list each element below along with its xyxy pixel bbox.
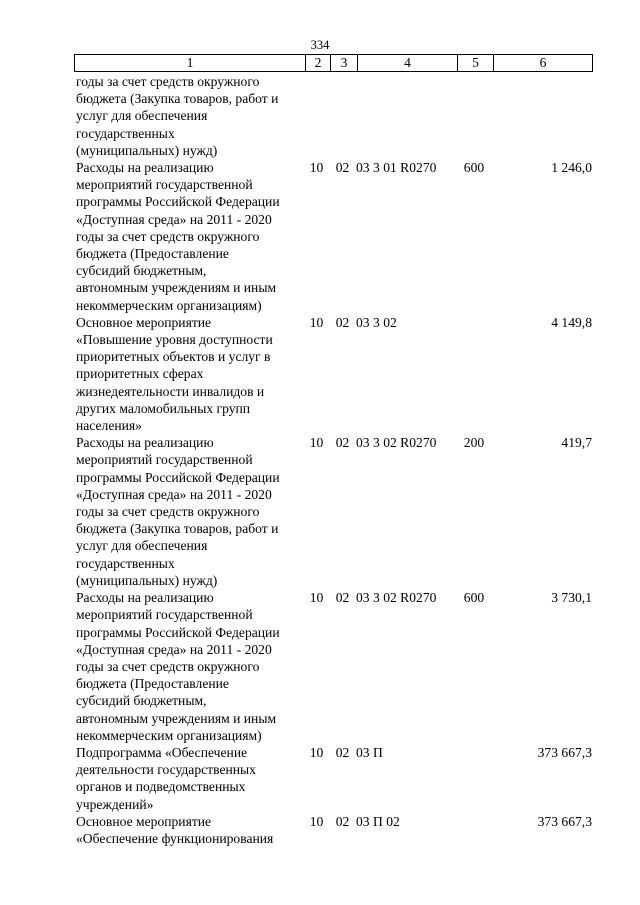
- description-line: жизнедеятельности инвалидов и: [76, 383, 265, 399]
- target-article-code: 03 П 02: [356, 813, 400, 829]
- section-code: 10: [309, 744, 324, 760]
- description-line: годы за счет средств окружного: [76, 228, 260, 244]
- target-article-code: 03 3 02: [356, 314, 397, 330]
- table-row: [74, 159, 593, 314]
- section-code: 10: [309, 813, 324, 829]
- description-line: бюджета (Предоставление: [76, 246, 229, 262]
- description-line: Подпрограмма «Обеспечение: [76, 744, 248, 760]
- expense-type-code: 200: [463, 435, 485, 451]
- description-line: услуг для обеспечения: [76, 108, 208, 124]
- row-description: [74, 589, 304, 744]
- table-body: [74, 73, 593, 847]
- amount: 419,7: [561, 435, 592, 451]
- subsection-code: 02: [335, 813, 350, 829]
- description-line: некоммерческим организациям): [76, 297, 262, 313]
- header-col-4: 4: [357, 55, 457, 71]
- subsection-code: 02: [335, 590, 350, 606]
- row-description: [74, 813, 304, 847]
- header-col-5: 5: [457, 55, 493, 71]
- target-article-code: 03 П: [356, 744, 383, 760]
- header-col-1: 1: [186, 55, 194, 70]
- description-line: некоммерческим организациям): [76, 727, 262, 743]
- target-article-code: 03 3 02 R0270: [356, 590, 437, 606]
- description-line: мероприятий государственной: [76, 607, 253, 623]
- description-line: Расходы на реализацию: [76, 160, 214, 176]
- description-line: программы Российской Федерации: [76, 469, 280, 485]
- subsection-code: 02: [335, 314, 350, 330]
- amount: 4 149,8: [551, 314, 592, 330]
- row-description: [74, 744, 304, 813]
- expense-type-code: 600: [463, 590, 485, 606]
- section-code: 10: [309, 590, 324, 606]
- description-line: услуг для обеспечения: [76, 538, 208, 554]
- page-number: 334: [310, 38, 330, 52]
- description-line: программы Российской Федерации: [76, 624, 280, 640]
- description-line: учреждений»: [76, 796, 154, 812]
- description-line: «Обеспечение функционирования: [76, 830, 274, 846]
- description-line: Расходы на реализацию: [76, 435, 214, 451]
- amount: 1 246,0: [551, 160, 592, 176]
- description-line: автономным учреждениям и иным: [76, 710, 277, 726]
- description-line: государственных: [76, 125, 175, 141]
- description-line: государственных: [76, 555, 175, 571]
- description-line: приоритетных объектов и услуг в: [76, 349, 271, 365]
- table-row: [74, 73, 593, 159]
- description-line: бюджета (Предоставление: [76, 676, 229, 692]
- header-col-6: 6: [493, 55, 592, 71]
- description-line: годы за счет средств окружного: [76, 504, 260, 520]
- description-line: других маломобильных групп: [76, 400, 251, 416]
- description-line: субсидий бюджетным,: [76, 263, 207, 279]
- table-row: [74, 589, 593, 744]
- target-article-code: 03 3 01 R0270: [356, 160, 437, 176]
- description-line: мероприятий государственной: [76, 452, 253, 468]
- description-line: субсидий бюджетным,: [76, 693, 207, 709]
- table-row: [74, 744, 593, 813]
- description-line: деятельности государственных: [76, 762, 256, 778]
- description-line: программы Российской Федерации: [76, 194, 280, 210]
- table-row: [74, 434, 593, 589]
- description-line: «Доступная среда» на 2011 - 2020: [76, 486, 272, 502]
- target-article-code: 03 3 02 R0270: [356, 435, 437, 451]
- row-description: [74, 434, 304, 589]
- description-line: (муниципальных) нужд): [76, 572, 218, 588]
- table-row: [74, 314, 593, 434]
- description-line: годы за счет средств окружного: [76, 74, 260, 89]
- amount: 3 730,1: [551, 590, 592, 606]
- description-line: «Повышение уровня доступности: [76, 332, 273, 348]
- description-line: автономным учреждениям и иным: [76, 280, 277, 296]
- description-line: бюджета (Закупка товаров, работ и: [76, 91, 279, 107]
- description-line: «Доступная среда» на 2011 - 2020: [76, 211, 272, 227]
- row-description: [74, 314, 304, 434]
- description-line: мероприятий государственной: [76, 177, 253, 193]
- description-line: Основное мероприятие: [76, 813, 212, 829]
- header-col-3: 3: [330, 55, 357, 71]
- section-code: 10: [309, 314, 324, 330]
- description-line: «Доступная среда» на 2011 - 2020: [76, 641, 272, 657]
- description-line: органов и подведомственных: [76, 779, 246, 795]
- section-code: 10: [309, 160, 324, 176]
- row-description: [74, 159, 304, 314]
- subsection-code: 02: [335, 435, 350, 451]
- amount: 373 667,3: [537, 813, 592, 829]
- expense-type-code: 600: [463, 160, 485, 176]
- amount: 373 667,3: [537, 744, 592, 760]
- description-line: годы за счет средств окружного: [76, 658, 260, 674]
- subsection-code: 02: [335, 160, 350, 176]
- description-line: приоритетных сферах: [76, 366, 204, 382]
- row-description: [74, 73, 304, 159]
- header-col-2: 2: [305, 55, 330, 71]
- subsection-code: 02: [335, 744, 350, 760]
- description-line: бюджета (Закупка товаров, работ и: [76, 521, 279, 537]
- table-header: [74, 54, 593, 72]
- table-row: [74, 813, 593, 847]
- description-line: населения»: [76, 418, 142, 434]
- description-line: Основное мероприятие: [76, 314, 212, 330]
- description-line: (муниципальных) нужд): [76, 142, 218, 158]
- description-line: Расходы на реализацию: [76, 590, 214, 606]
- section-code: 10: [309, 435, 324, 451]
